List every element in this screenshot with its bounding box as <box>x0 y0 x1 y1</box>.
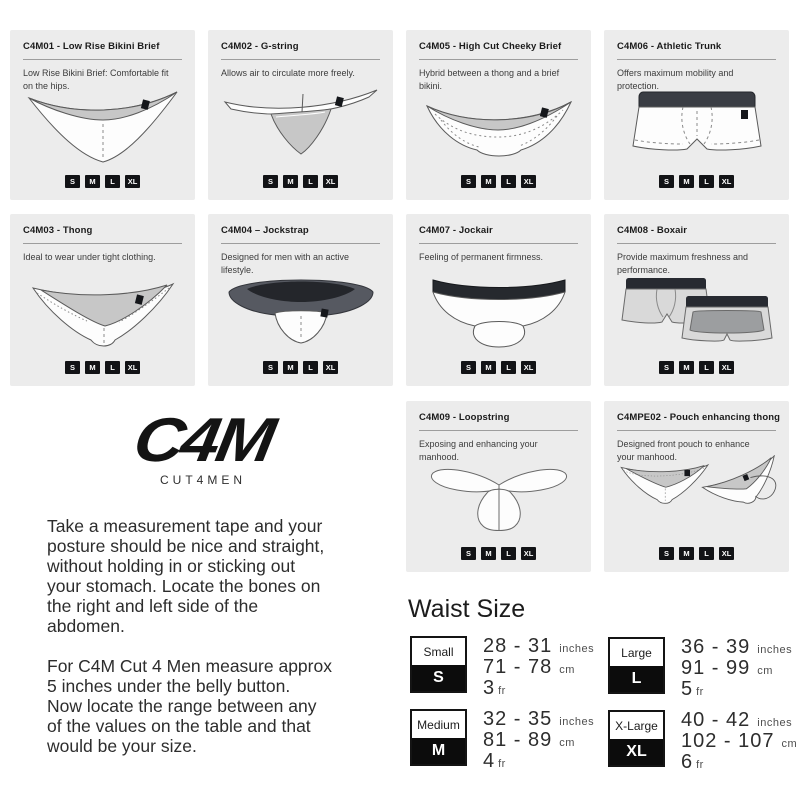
card-divider <box>617 430 776 431</box>
size-box-medium <box>410 709 467 766</box>
g-string-illustration <box>221 84 381 168</box>
size-badge-xl: XL <box>521 361 536 374</box>
size-badges <box>208 361 393 374</box>
size-letter: L <box>610 666 663 692</box>
size-badges <box>406 361 591 374</box>
product-card-c4m05 <box>406 30 591 200</box>
card-divider <box>419 243 578 244</box>
product-card-c4m03 <box>10 214 195 386</box>
waist-size-entry-small <box>410 636 594 699</box>
cm-range: 71 - 78 <box>483 656 553 678</box>
size-badge-m: M <box>679 547 694 560</box>
fr-value: 3 <box>483 677 496 699</box>
card-divider <box>23 243 182 244</box>
size-badge-l: L <box>105 361 120 374</box>
size-badge-l: L <box>699 361 714 374</box>
size-badge-xl: XL <box>125 175 140 188</box>
product-title: C4M04 – Jockstrap <box>221 225 309 236</box>
size-badges <box>604 175 789 188</box>
product-card-c4m07 <box>406 214 591 386</box>
size-badge-s: S <box>65 175 80 188</box>
size-values <box>483 636 594 699</box>
fr-unit: fr <box>696 759 704 771</box>
card-divider <box>221 243 380 244</box>
size-values <box>681 710 797 773</box>
size-badges <box>10 361 195 374</box>
fr-value: 6 <box>681 751 694 773</box>
product-title: C4MPE02 - Pouch enhancing thong <box>617 412 781 423</box>
size-badge-xl: XL <box>719 361 734 374</box>
instruction-line: For C4M Cut 4 Men measure approx <box>47 656 332 676</box>
instruction-line: your stomach. Locate the bones on <box>47 576 321 596</box>
instruction-line: 5 inches under the belly button. <box>47 676 291 696</box>
fr-unit: fr <box>498 758 506 770</box>
size-badge-xl: XL <box>719 547 734 560</box>
fr-unit: fr <box>696 686 704 698</box>
product-title: C4M05 - High Cut Cheeky Brief <box>419 41 562 52</box>
product-title: C4M07 - Jockair <box>419 225 493 236</box>
size-badge-s: S <box>461 175 476 188</box>
product-card-c4mpe02 <box>604 401 789 572</box>
instruction-line: would be your size. <box>47 736 197 756</box>
product-description: Ideal to wear under tight clothing. <box>23 252 156 262</box>
size-badge-m: M <box>481 175 496 188</box>
fr-unit: fr <box>498 685 506 697</box>
size-box-xlarge <box>608 710 665 767</box>
size-badge-m: M <box>679 175 694 188</box>
product-card-c4m01 <box>10 30 195 200</box>
waist-size-entry-medium <box>410 709 594 772</box>
card-divider <box>617 243 776 244</box>
card-divider <box>221 59 380 60</box>
fr-value: 4 <box>483 750 496 772</box>
instruction-line: abdomen. <box>47 616 125 636</box>
size-letter: XL <box>610 739 663 765</box>
loopstring-illustration <box>419 455 579 539</box>
size-badge-l: L <box>303 361 318 374</box>
instruction-line: posture should be nice and straight, <box>47 536 325 556</box>
size-badge-l: L <box>501 361 516 374</box>
size-badge-s: S <box>659 175 674 188</box>
size-badge-l: L <box>699 547 714 560</box>
product-title: C4M06 - Athletic Trunk <box>617 41 722 52</box>
size-badge-s: S <box>461 361 476 374</box>
instruction-line: the right and left side of the <box>47 596 259 616</box>
size-badges <box>406 175 591 188</box>
product-description: Allows air to circulate more freely. <box>221 68 355 78</box>
fr-value: 5 <box>681 678 694 700</box>
product-card-c4m09 <box>406 401 591 572</box>
inches-range: 32 - 35 <box>483 708 553 730</box>
inches-range: 28 - 31 <box>483 635 553 657</box>
size-badge-xl: XL <box>521 175 536 188</box>
brand-logo: C4M <box>128 406 278 475</box>
athletic-trunk-illustration <box>617 84 777 168</box>
card-divider <box>617 59 776 60</box>
cm-unit: cm <box>559 664 575 676</box>
size-badge-m: M <box>481 547 496 560</box>
product-title: C4M09 - Loopstring <box>419 412 510 423</box>
inches-unit: inches <box>757 717 793 729</box>
size-badge-l: L <box>105 175 120 188</box>
low-rise-bikini-brief-illustration <box>23 84 183 168</box>
size-values <box>681 637 792 700</box>
high-cut-cheeky-brief-illustration <box>419 84 579 168</box>
size-badge-xl: XL <box>323 361 338 374</box>
product-description: Low Rise Bikini Brief: Comfortable fit on the hips. <box>23 68 169 91</box>
inches-range: 40 - 42 <box>681 709 751 731</box>
brand-block <box>10 406 396 487</box>
instruction-line: without holding in or sticking out <box>47 556 296 576</box>
cm-unit: cm <box>559 737 575 749</box>
size-letter: S <box>412 665 465 691</box>
paragraph-gap <box>47 636 332 656</box>
waist-size-entry-xlarge <box>608 710 797 773</box>
thong-illustration <box>23 268 183 352</box>
cm-unit: cm <box>781 738 798 750</box>
measurement-instructions <box>47 516 332 756</box>
instruction-line: of the values on the table and that <box>47 716 311 736</box>
boxair-illustration <box>617 268 777 352</box>
size-badges <box>604 361 789 374</box>
waist-size-title: Waist Size <box>408 595 526 623</box>
size-badges <box>406 547 591 560</box>
size-badge-s: S <box>461 547 476 560</box>
size-badge-s: S <box>263 361 278 374</box>
product-card-c4m04 <box>208 214 393 386</box>
size-badge-m: M <box>85 361 100 374</box>
product-title: C4M01 - Low Rise Bikini Brief <box>23 41 160 52</box>
size-letter: M <box>412 738 465 764</box>
size-badges <box>208 175 393 188</box>
size-badge-m: M <box>85 175 100 188</box>
product-title: C4M02 - G-string <box>221 41 299 52</box>
size-badge-m: M <box>481 361 496 374</box>
inches-range: 36 - 39 <box>681 636 751 658</box>
product-description: Designed for men with an active lifestyle. <box>221 252 350 275</box>
instruction-line: Now locate the range between any <box>47 696 317 716</box>
size-label: Medium <box>417 717 460 732</box>
product-title: C4M08 - Boxair <box>617 225 688 236</box>
cm-range: 91 - 99 <box>681 657 751 679</box>
size-badge-xl: XL <box>521 547 536 560</box>
size-badge-xl: XL <box>719 175 734 188</box>
pouch-enhancing-thong-illustration <box>617 455 777 539</box>
inches-unit: inches <box>559 716 595 728</box>
size-badge-s: S <box>65 361 80 374</box>
product-card-c4m02 <box>208 30 393 200</box>
size-label: Small <box>423 644 454 659</box>
product-description: Exposing and enhancing your manhood. <box>419 439 538 462</box>
product-description: Feeling of permanent firmness. <box>419 252 544 262</box>
size-badge-s: S <box>659 361 674 374</box>
product-title: C4M03 - Thong <box>23 225 93 236</box>
size-label: X-Large <box>615 718 658 733</box>
inches-unit: inches <box>757 644 793 656</box>
size-badge-l: L <box>699 175 714 188</box>
size-badge-m: M <box>283 361 298 374</box>
size-box-small <box>410 636 467 693</box>
instruction-line: Take a measurement tape and your <box>47 516 323 536</box>
size-badges <box>10 175 195 188</box>
size-badge-m: M <box>283 175 298 188</box>
size-badges <box>604 547 789 560</box>
size-badge-l: L <box>501 547 516 560</box>
waist-size-entry-large <box>608 637 792 700</box>
product-description: Offers maximum mobility and protection. <box>617 68 734 91</box>
product-card-c4m08 <box>604 214 789 386</box>
brand-wordmark: CUT4MEN <box>159 473 246 487</box>
cm-range: 81 - 89 <box>483 729 553 751</box>
size-box-large <box>608 637 665 694</box>
product-card-c4m06 <box>604 30 789 200</box>
card-divider <box>419 430 578 431</box>
cm-range: 102 - 107 <box>681 730 775 752</box>
cm-unit: cm <box>757 665 773 677</box>
product-description: Provide maximum freshness and performance. <box>617 252 749 275</box>
inches-unit: inches <box>559 643 595 655</box>
size-badge-l: L <box>501 175 516 188</box>
size-badge-m: M <box>679 361 694 374</box>
product-description: Designed front pouch to enhance your manhood. <box>617 439 750 462</box>
size-badge-l: L <box>303 175 318 188</box>
size-badge-s: S <box>659 547 674 560</box>
jockstrap-illustration <box>221 268 381 352</box>
card-divider <box>419 59 578 60</box>
size-values <box>483 709 594 772</box>
size-label: Large <box>621 645 652 660</box>
size-badge-xl: XL <box>323 175 338 188</box>
product-description: Hybrid between a thong and a brief bikini. <box>419 68 560 91</box>
card-divider <box>23 59 182 60</box>
size-badge-s: S <box>263 175 278 188</box>
size-badge-xl: XL <box>125 361 140 374</box>
jockair-illustration <box>419 268 579 352</box>
